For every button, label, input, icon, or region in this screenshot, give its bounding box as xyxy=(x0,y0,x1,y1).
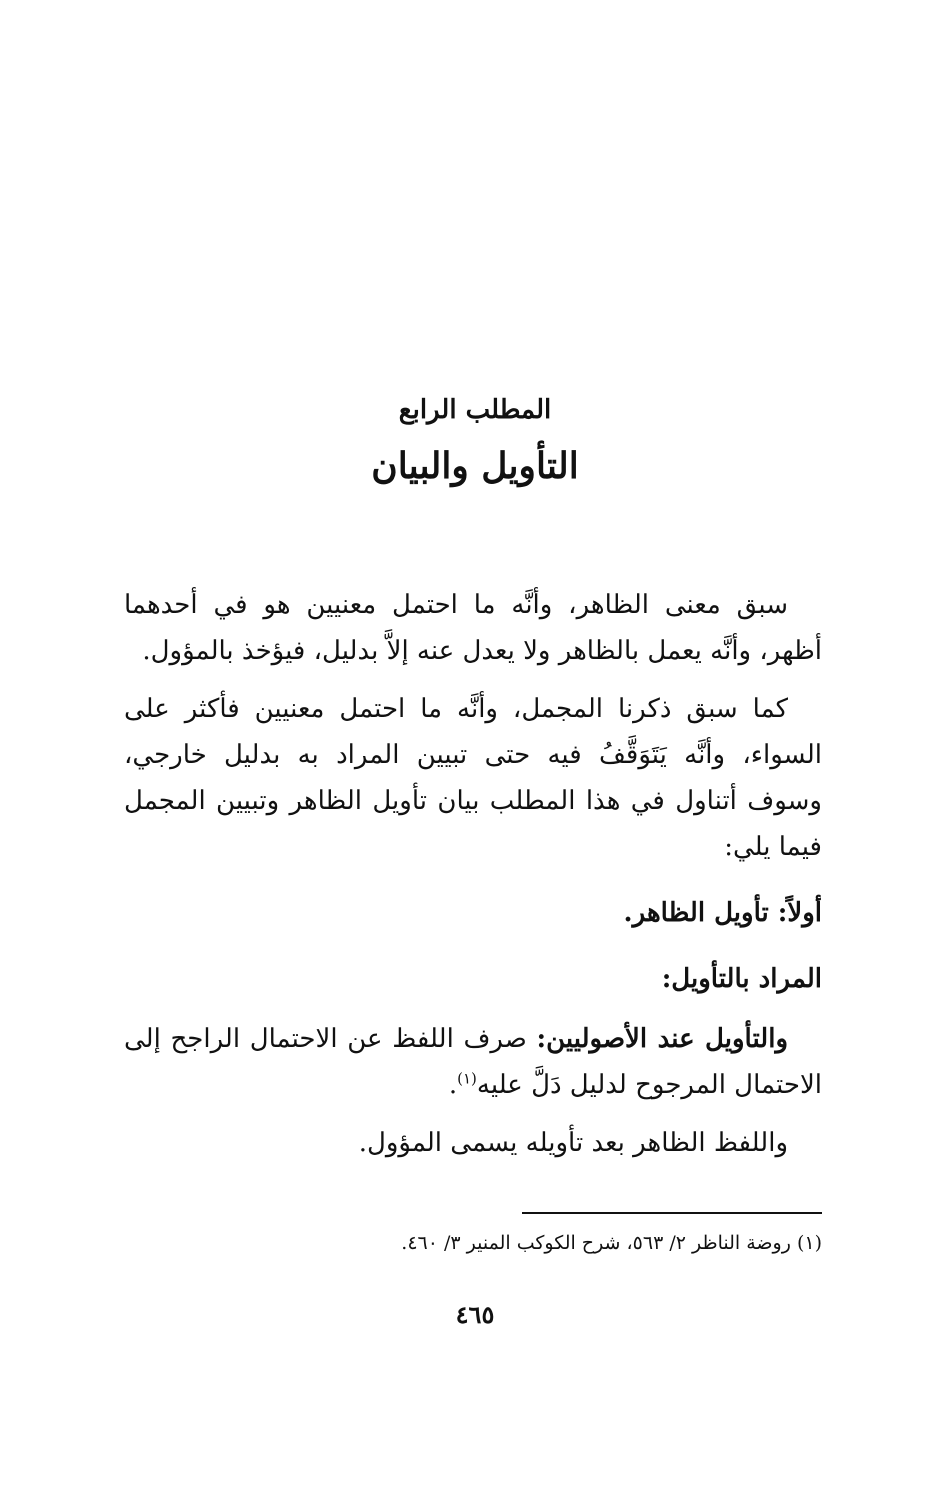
page-number: ٤٦٥ xyxy=(455,1300,495,1329)
subheading-tawil-meaning: المراد بالتأويل: xyxy=(661,964,822,994)
section-heading xyxy=(0,390,950,496)
paragraph-muawwal: واللفظ الظاهر بعد تأويله يسمى المؤول. xyxy=(358,1128,788,1158)
section-label: المطلب الرابع xyxy=(398,395,552,425)
definition-term: والتأويل عند الأصوليين: xyxy=(536,1024,788,1054)
body-text xyxy=(124,582,822,1178)
section-title: التأويل والبيان xyxy=(371,445,579,487)
footnote-reference[interactable]: (١) xyxy=(457,1069,477,1088)
footnote-divider xyxy=(522,1212,822,1214)
definition-text: صرف اللفظ عن الاحتمال الراجح إلى الاحتمال المرجوح لدليل دَلَّ عليه xyxy=(124,1024,822,1100)
definition-end: . xyxy=(448,1070,458,1100)
paragraph-intro-zahir: سبق معنى الظاهر، وأنَّه ما احتمل معنيين هو في أحدهما أظهر، وأنَّه يعمل بالظاهر ولا يعدل عنه إلاَّ بدليل، فيؤخذ بالمؤول. xyxy=(124,590,822,666)
subheading-tawil-zahir: أولاً: تأويل الظاهر. xyxy=(623,898,822,928)
footnote-1: (١) روضة الناظر ٢/ ٥٦٣، شرح الكوكب المنير ٣/ ٤٦٠. xyxy=(401,1232,822,1254)
paragraph-intro-mujmal: كما سبق ذكرنا المجمل، وأنَّه ما احتمل معنيين فأكثر على السواء، وأنَّه يَتَوَقَّفُ فيه حتى تبيين المراد به بدليل خارجي، وسوف أتناول في هذا المطلب بيان تأويل الظاهر وتبيين المجمل فيما يلي: xyxy=(124,694,822,862)
paragraph-tawil-definition xyxy=(124,1016,822,1108)
